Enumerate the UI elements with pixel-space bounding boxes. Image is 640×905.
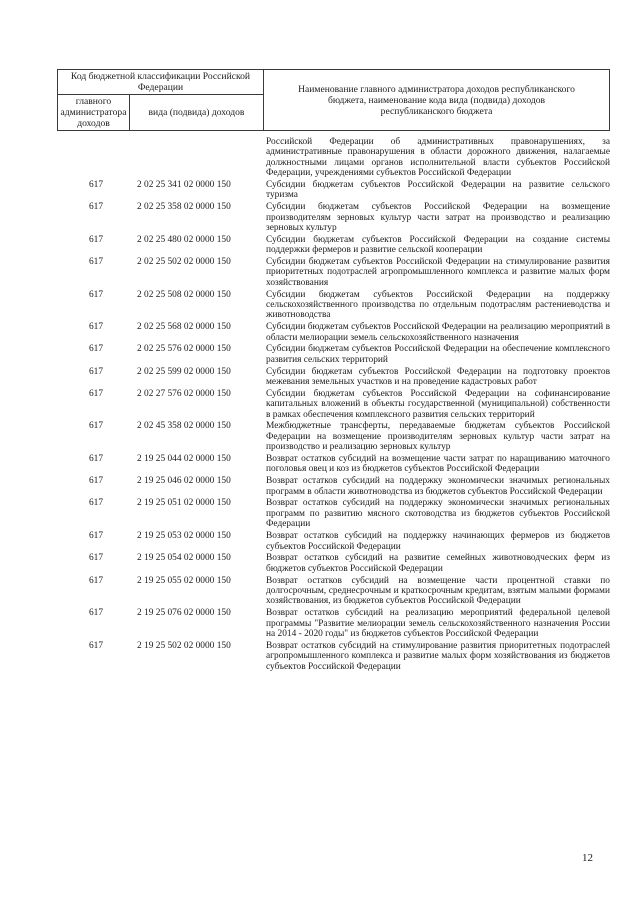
revenue-name-cell: Возврат остатков субсидий на поддержку экономически значимых региональных программ в области животноводства из бюджетов субъектов Российской Федерации — [266, 476, 610, 497]
revenue-name-cell: Возврат остатков субсидий на возмещение части затрат по наращиванию маточного поголовья овец и коз из бюджетов субъектов Российской Федерации — [266, 454, 610, 475]
revenue-code-cell: 2 19 25 044 02 0000 150 — [137, 454, 231, 465]
revenue-code-cell: 2 02 25 480 02 0000 150 — [137, 234, 231, 245]
admin-code-cell: 617 — [88, 476, 104, 487]
admin-code-cell: 617 — [88, 202, 104, 213]
admin-code-cell: 617 — [88, 344, 104, 355]
revenue-code-cell: 2 19 25 046 02 0000 150 — [137, 476, 231, 487]
revenue-name-cell: Субсидии бюджетам субъектов Российской Федерации на возмещение производителям зерновых культур части затрат на производство и реализацию зерновых культур — [266, 202, 610, 234]
admin-code-cell: 617 — [88, 640, 104, 651]
admin-code-cell: 617 — [88, 421, 104, 432]
name-column-header: Наименование главного администратора доходов республиканского бюджета, наименование кода вида (подвида) доходов республиканского бюджета — [264, 70, 610, 131]
revenue-code-cell: 2 19 25 051 02 0000 150 — [137, 498, 231, 509]
revenue-name-cell: Возврат остатков субсидий на реализацию мероприятий федеральной целевой программы "Развитие мелиорации земель сельскохозяйственного назначения России на 2014 - 2020 годы" из бюджетов субъектов Российской Федерации — [266, 608, 610, 639]
table-row — [60, 531, 610, 552]
revenue-name-cell: Возврат остатков субсидий на стимулирование развития приоритетных подотраслей агропромышленного комплекса и развитие малых форм хозяйствования из бюджетов субъектов Российской Федерации — [266, 640, 610, 672]
table-row — [60, 421, 610, 452]
table-row — [60, 553, 610, 574]
revenue-code-cell: 2 19 25 053 02 0000 150 — [137, 531, 231, 542]
table-row — [60, 641, 610, 672]
admin-code-cell: 617 — [88, 257, 104, 268]
admin-code-cell: 617 — [88, 234, 104, 245]
admin-code-cell: 617 — [88, 531, 104, 542]
revenue-code-cell: 2 02 45 358 02 0000 150 — [137, 421, 231, 432]
admin-code-cell: 617 — [88, 366, 104, 377]
admin-code-cell — [60, 137, 132, 179]
table-row — [60, 576, 610, 607]
revenue-name-cell: Субсидии бюджетам субъектов Российской Федерации на стимулирование развития приоритетных подотраслей агропромышленного комплекса и развитие малых форм хозяйствования — [266, 257, 610, 288]
revenue-code-cell: 2 19 25 502 02 0000 150 — [137, 640, 231, 651]
revenue-name-cell: Возврат остатков субсидий на поддержку начинающих фермеров из бюджетов субъектов Российской Федерации — [266, 531, 610, 552]
table-row — [60, 137, 610, 179]
revenue-code-cell: 2 19 25 055 02 0000 150 — [137, 575, 231, 586]
revenue-name-cell: Субсидии бюджетам субъектов Российской Федерации на развитие сельского туризма — [266, 180, 610, 201]
revenue-code-cell: 2 02 25 341 02 0000 150 — [137, 180, 231, 191]
table-row — [60, 180, 610, 201]
table-row — [60, 608, 610, 639]
table-row — [60, 202, 610, 233]
page-number: 12 — [582, 852, 593, 864]
table-row — [60, 389, 610, 420]
admin-code-cell: 617 — [88, 608, 104, 619]
admin-code-cell: 617 — [88, 498, 104, 509]
admin-code-cell: 617 — [88, 289, 104, 300]
table-row — [60, 476, 610, 497]
table-row — [60, 367, 610, 388]
revenue-name-cell: Субсидии бюджетам субъектов Российской Федерации на софинансирование капитальных вложений в объекты государственной (муниципальной) собственности в рамках обеспечения комплексного развития сельских территорий — [266, 388, 610, 420]
table-body — [60, 137, 610, 673]
revenue-code-cell: 2 19 25 054 02 0000 150 — [137, 553, 231, 564]
revenue-code-cell: 2 02 25 576 02 0000 150 — [137, 344, 231, 355]
revenue-code-cell: 2 02 25 568 02 0000 150 — [137, 322, 231, 333]
revenue-code-cell: 2 19 25 076 02 0000 150 — [137, 608, 231, 619]
budget-classification-header: Код бюджетной классификации Российской Федерации — [58, 70, 264, 95]
table-row — [60, 498, 610, 529]
revenue-name-cell: Возврат остатков субсидий на возмещение части процентной ставки по долгосрочным, среднесрочным и краткосрочным кредитам, взятым малыми формами хозяйствования, из бюджетов субъектов Российской Федерации — [266, 575, 610, 607]
table-header — [57, 69, 610, 131]
revenue-name-cell: Возврат остатков субсидий на поддержку экономически значимых региональных программ по развитию мясного скотоводства из бюджетов субъектов Российской Федерации — [266, 498, 610, 530]
revenue-code-cell — [132, 137, 266, 179]
revenue-code-cell: 2 02 25 358 02 0000 150 — [137, 202, 231, 213]
table-row — [60, 344, 610, 365]
revenue-name-cell: Российской Федерации об административных правонарушениях, за административные правонарушения в области дорожного движения, налагаемые должностными лицами органов исполнительной власти субъектов Российской Федерации, учреждениями субъектов Российской Федерации — [266, 137, 610, 179]
admin-code-cell: 617 — [88, 454, 104, 465]
admin-code-cell: 617 — [88, 388, 104, 399]
revenue-code-cell: 2 02 25 599 02 0000 150 — [137, 366, 231, 377]
table-row — [60, 322, 610, 343]
revenue-name-cell: Субсидии бюджетам субъектов Российской Федерации на подготовку проектов межевания земельных участков и на проведение кадастровых работ — [266, 366, 610, 388]
revenue-code-cell: 2 02 27 576 02 0000 150 — [137, 388, 231, 399]
admin-column-header: главного администратора доходов — [58, 95, 130, 131]
revenue-name-cell: Субсидии бюджетам субъектов Российской Федерации на поддержку сельскохозяйственного производства по отдельным подотраслям растениеводства и животноводства — [266, 289, 610, 321]
code-column-header: вида (подвида) доходов — [130, 95, 264, 131]
revenue-name-cell: Межбюджетные трансферты, передаваемые бюджетам субъектов Российской Федерации на возмещение производителям зерновых культур части затрат на производство и реализацию зерновых культур — [266, 421, 610, 453]
revenue-name-cell: Субсидии бюджетам субъектов Российской Федерации на обеспечение комплексного развития сельских территорий — [266, 344, 610, 365]
table-row — [60, 454, 610, 475]
revenue-code-cell: 2 02 25 508 02 0000 150 — [137, 289, 231, 300]
table-row — [60, 235, 610, 256]
admin-code-cell: 617 — [88, 553, 104, 564]
revenue-name-cell: Субсидии бюджетам субъектов Российской Федерации на реализацию мероприятий в области мелиорации земель сельскохозяйственного назначения — [266, 322, 610, 343]
table-row — [60, 290, 610, 321]
admin-code-cell: 617 — [88, 180, 104, 191]
revenue-name-cell: Возврат остатков субсидий на развитие семейных животноводческих ферм из бюджетов субъектов Российской Федерации — [266, 553, 610, 574]
table-row — [60, 257, 610, 288]
revenue-name-cell: Субсидии бюджетам субъектов Российской Федерации на создание системы поддержки фермеров и развитие сельской кооперации — [266, 234, 610, 256]
admin-code-cell: 617 — [88, 322, 104, 333]
revenue-code-cell: 2 02 25 502 02 0000 150 — [137, 257, 231, 268]
admin-code-cell: 617 — [88, 575, 104, 586]
